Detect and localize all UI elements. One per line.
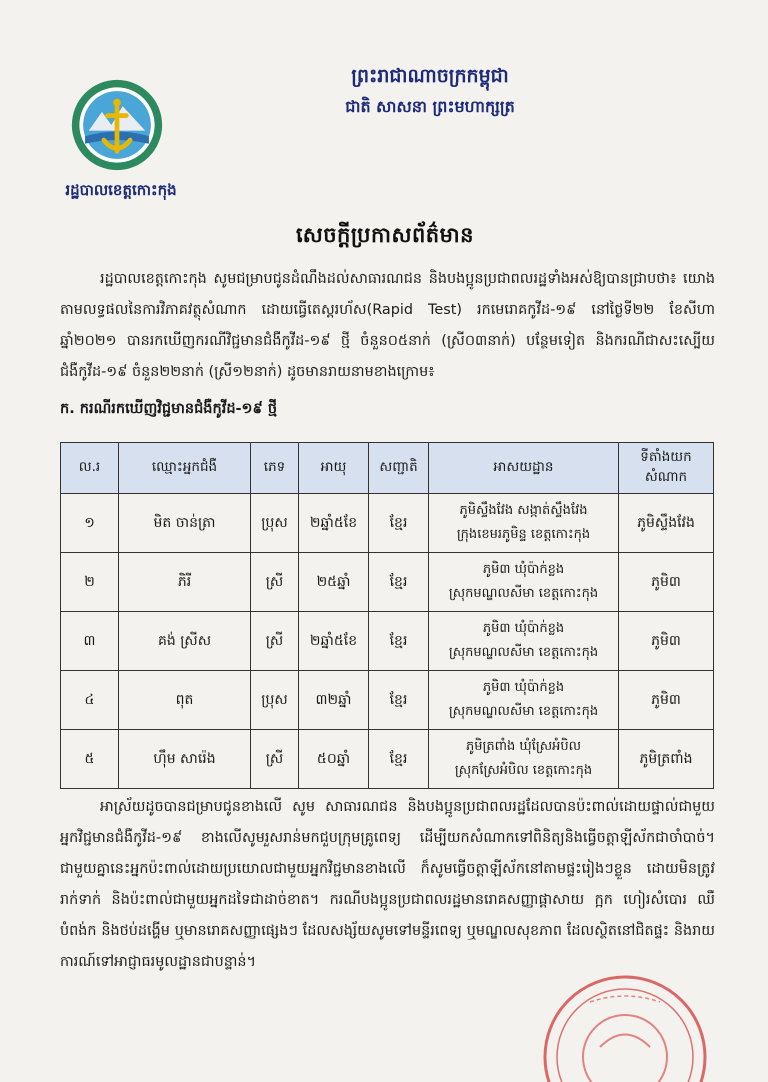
cell-age: ២៥ឆ្នាំ xyxy=(299,553,369,612)
cell-age: ២ឆ្នាំ៥ខែ xyxy=(299,612,369,671)
cell-age: ៣២ឆ្នាំ xyxy=(299,671,369,730)
cell-no: ៤ xyxy=(61,671,119,730)
section-heading: ក. ករណីរកឃើញវិជ្ជមានជំងឺកូវីដ-១៩ ថ្មី xyxy=(60,401,278,417)
table-row xyxy=(61,671,714,730)
cell-no: ២ xyxy=(61,553,119,612)
provincial-logo-icon xyxy=(70,78,164,172)
official-seal-icon xyxy=(530,962,720,1082)
table-header-row xyxy=(61,443,714,494)
address-line-1: ភូមិ៣ ឃុំប៉ាក់ខ្លង xyxy=(482,562,565,577)
cell-name: ពុត xyxy=(119,671,251,730)
kingdom-motto: ជាតិ សាសនា ព្រះមហាក្សត្រ xyxy=(345,97,515,116)
table-row xyxy=(61,494,714,553)
header-address: អាសយដ្ឋាន xyxy=(429,443,619,494)
address-line-2: ស្រុកមណ្ឌលសីមា ខេត្តកោះកុង xyxy=(448,704,599,719)
cell-sample-site: ភូមិ៣ xyxy=(619,553,714,612)
cell-address xyxy=(429,671,619,730)
cell-sample-site: ភូមិស្ទឹងវែង xyxy=(619,494,714,553)
address-line-1: ភូមិត្រពាំង ឃុំស្រែអំបិល xyxy=(465,739,582,754)
header-no: ល.រ xyxy=(61,443,119,494)
cell-address xyxy=(429,494,619,553)
cell-age: ៥០ឆ្នាំ xyxy=(299,730,369,789)
cell-nationality: ខ្មែរ xyxy=(369,612,429,671)
table-row xyxy=(61,730,714,789)
address-line-1: ភូមិ៣ ឃុំប៉ាក់ខ្លង xyxy=(482,621,565,636)
address-line-2: ស្រុកមណ្ឌលសីមា ខេត្តកោះកុង xyxy=(448,645,599,660)
cell-age: ២ឆ្នាំ៥ខែ xyxy=(299,494,369,553)
cell-sex: ប្រុស xyxy=(251,494,299,553)
cell-no: ៥ xyxy=(61,730,119,789)
cell-no: ១ xyxy=(61,494,119,553)
header-age: អាយុ xyxy=(299,443,369,494)
cell-nationality: ខ្មែរ xyxy=(369,730,429,789)
cell-name: ភិរី xyxy=(119,553,251,612)
cell-address xyxy=(429,553,619,612)
address-line-2: ក្រុងខេមរភូមិន្ទ ខេត្តកោះកុង xyxy=(456,527,591,542)
closing-paragraph: អាស្រ័យដូចបានជម្រាបជូនខាងលើ សូម សាធារណជន និងបងប្អូនប្រជាពលរដ្ឋដែលបានប៉ះពាល់ដោយផ្ទាល់ជាមួយអ្នកវិជ្ជមានជំងឺកូវីដ-១៩ ខាងលើសូមរួសរាន់មកជួបក្រុមគ្រូពេទ្យ ដើម្បីយកសំណាកទៅពិនិត្យនិងធ្វើចត្តាឡីស័កជាចាំបាច់។ ជាមួយគ្នានេះអ្នកប៉ះពាល់ដោយប្រយោលជាមួយអ្នកវិជ្ជមានខាងលើ ក៏សូមធ្វើចត្តាឡីស័កនៅតាមផ្ទះរៀងៗខ្លួន ដោយមិនត្រូវរាក់ទាក់ និងប៉ះពាល់ជាមួយអ្នកដទៃជាដាច់ខាត។ ករណីបងប្អូនប្រជាពលរដ្ឋមានរោគសញ្ញាផ្តាសាយ ក្អក ហៀរសំបោរ ឈឺបំពង់ក និងថប់ដង្ហើម ឬមានរោគសញ្ញាផ្សេងៗ ដែលសង្ស័យសូមទៅមន្ទីរពេទ្យ ឬមណ្ឌលសុខភាព ដែលស្ថិតនៅជិតផ្ទះ និងរាយការណ៍ទៅអាជ្ញាធរមូលដ្ឋានជាបន្ទាន់។ xyxy=(60,799,715,970)
cell-name: ហ៊ឹម សារ៉េង xyxy=(119,730,251,789)
cell-nationality: ខ្មែរ xyxy=(369,494,429,553)
header-name: ឈ្មោះអ្នកជំងឺ xyxy=(119,443,251,494)
address-line-1: ភូមិស្ទឹងវែង សង្កាត់ស្ទឹងវែង xyxy=(459,503,588,518)
table-row xyxy=(61,612,714,671)
cell-sex: ស្រី xyxy=(251,612,299,671)
cell-sample-site: ភូមិ៣ xyxy=(619,671,714,730)
new-cases-table xyxy=(60,442,714,789)
address-line-1: ភូមិ៣ ឃុំប៉ាក់ខ្លង xyxy=(482,680,565,695)
cell-name: មិត ចាន់ត្រា xyxy=(119,494,251,553)
document-title: សេចក្តីប្រកាសព័ត៌មាន xyxy=(296,223,474,247)
cell-nationality: ខ្មែរ xyxy=(369,553,429,612)
cell-sample-site: ភូមិត្រពាំង xyxy=(619,730,714,789)
intro-paragraph: រដ្ឋបាលខេត្តកោះកុង សូមជម្រាបជូនដំណឹងដល់សាធារណជន និងបងប្អូនប្រជាពលរដ្ឋទាំងអស់ឱ្យបានជ្រាបថា៖ យោងតាមលទ្ធផលនៃការវិភាគវត្ថុសំណាក ដោយធ្វើតេស្តរហ័ស(Rapid Test) រកមេរោគកូវីដ-១៩ នៅថ្ងៃទី២២ ខែសីហា ឆ្នាំ២០២១ បានរកឃើញករណីវិជ្ជមានជំងឺកូវីដ-១៩ ថ្មី ចំនួន០៥នាក់ (ស្រី០៣នាក់) បន្ថែមទៀត និងករណីជាសះស្បើយជំងឺកូវីដ-១៩ ចំនួន២២នាក់ (ស្រី១២នាក់) ដូចមានរាយនាមខាងក្រោម៖ xyxy=(60,271,715,380)
cell-name: គង់ ស្រីស xyxy=(119,612,251,671)
organization-name: រដ្ឋបាលខេត្តកោះកុង xyxy=(65,181,177,199)
cell-address xyxy=(429,612,619,671)
header-sample-site: ទីតាំងយកសំណាក xyxy=(619,443,714,494)
cell-address xyxy=(429,730,619,789)
kingdom-title: ព្រះរាជាណាចក្រកម្ពុជា xyxy=(351,65,509,87)
cell-sex: ស្រី xyxy=(251,730,299,789)
header-nationality: សញ្ជាតិ xyxy=(369,443,429,494)
cell-sex: ប្រុស xyxy=(251,671,299,730)
address-line-2: ស្រុកមណ្ឌលសីមា ខេត្តកោះកុង xyxy=(448,586,599,601)
table-row xyxy=(61,553,714,612)
cell-nationality: ខ្មែរ xyxy=(369,671,429,730)
address-line-2: ស្រុកស្រែអំបិល ខេត្តកោះកុង xyxy=(454,763,593,778)
cell-sex: ស្រី xyxy=(251,553,299,612)
header-sex: ភេទ xyxy=(251,443,299,494)
cell-no: ៣ xyxy=(61,612,119,671)
cell-sample-site: ភូមិ៣ xyxy=(619,612,714,671)
